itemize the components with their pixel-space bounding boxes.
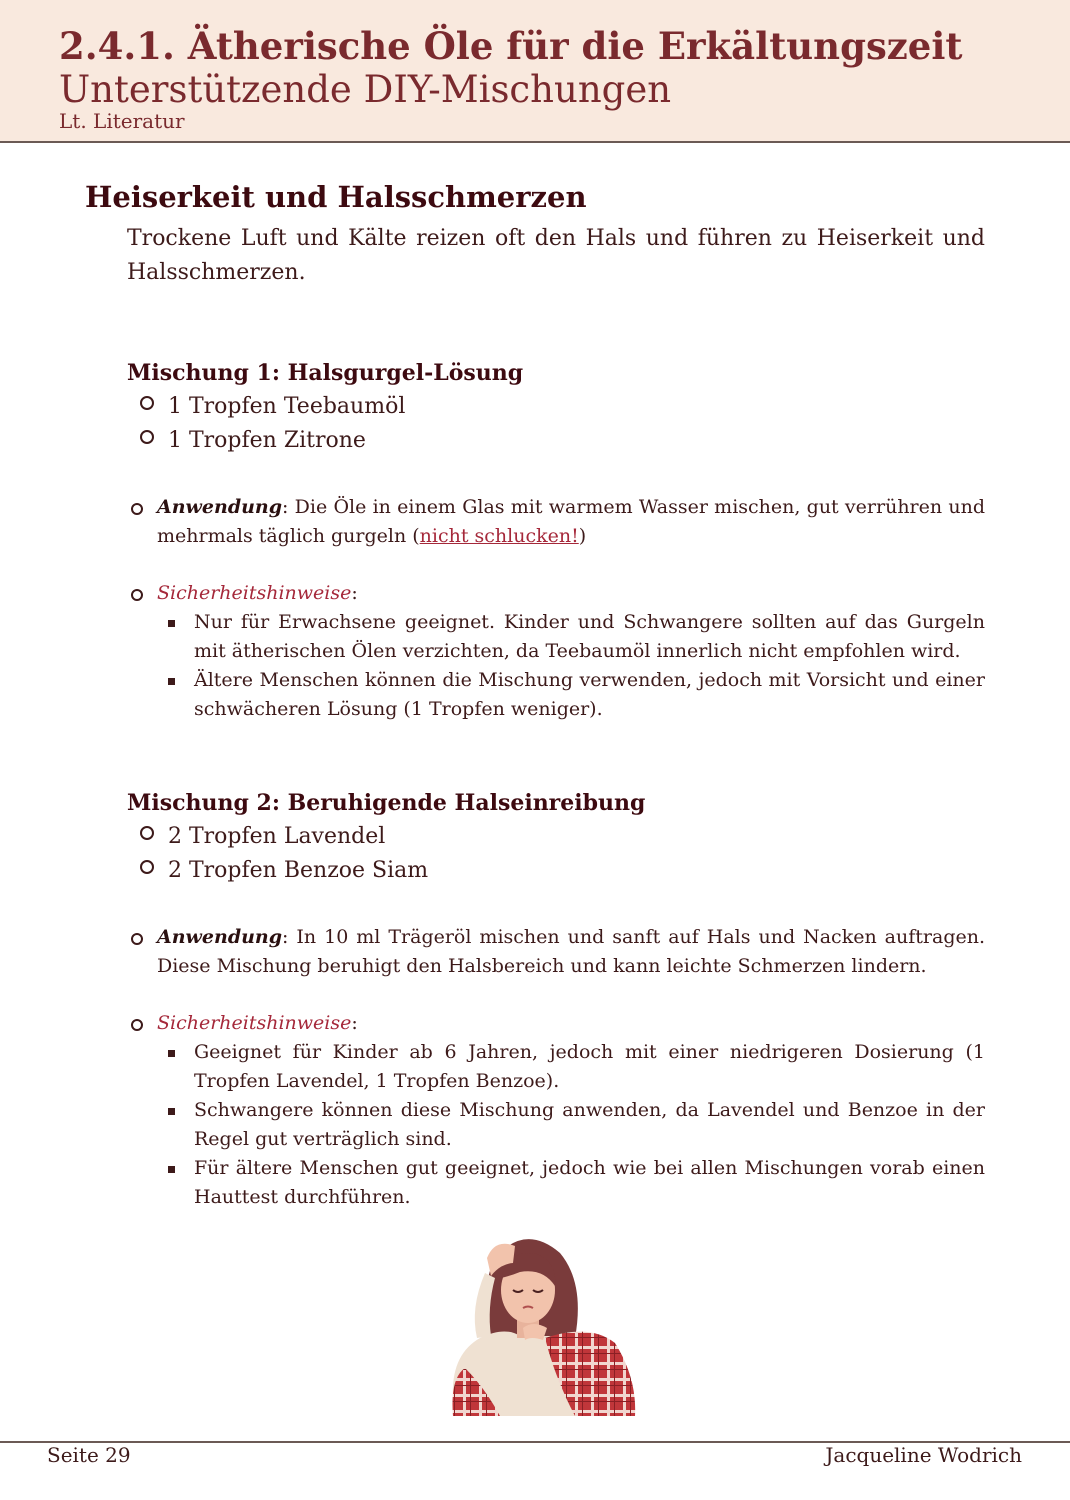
safety-label: Sicherheitshinweise <box>157 582 352 604</box>
source-note: Lt. Literatur <box>59 109 185 133</box>
circle-bullet-icon <box>140 860 154 874</box>
safety-item: Für ältere Menschen gut geeignet, jedoch wie bei allen Mischungen vorab einen Hauttest durchführen. <box>168 1154 985 1212</box>
ingredient-item: 1 Tropfen Teebaumöl <box>140 394 405 419</box>
safety-item: Nur für Erwachsene geeignet. Kinder und Schwangere sollten auf das Gurgeln mit ätherischen Ölen verzichten, da Teebaumöl innerlich nicht empfohlen wird. <box>168 608 985 666</box>
square-bullet-icon <box>168 1050 175 1057</box>
square-bullet-icon <box>168 1166 175 1173</box>
circle-bullet-icon <box>131 589 143 601</box>
page-subtitle: Unterstützende DIY-Mischungen <box>59 68 672 111</box>
ingredient-item: 1 Tropfen Zitrone <box>140 428 366 453</box>
ingredient-item: 2 Tropfen Benzoe Siam <box>140 858 428 883</box>
mix2-safety-heading: Sicherheitshinweise: <box>131 1009 985 1038</box>
square-bullet-icon <box>168 678 175 685</box>
circle-bullet-icon <box>131 933 143 945</box>
usage-label: Anwendung <box>157 496 283 518</box>
warning-link[interactable]: nicht schlucken! <box>419 525 579 547</box>
section-intro: Trockene Luft und Kälte reizen oft den Hals und führen zu Heiserkeit und Halsschmerzen. <box>127 226 985 285</box>
safety-label: Sicherheitshinweise <box>157 1012 352 1034</box>
page-number: Seite 29 <box>47 1443 131 1467</box>
author-name: Jacqueline Wodrich <box>825 1443 1022 1467</box>
circle-bullet-icon <box>140 826 154 840</box>
square-bullet-icon <box>168 620 175 627</box>
circle-bullet-icon <box>131 503 143 515</box>
circle-bullet-icon <box>140 396 154 410</box>
mix1-usage: Anwendung: Die Öle in einem Glas mit warmem Wasser mischen, gut verrühren und mehrmals täglich gurgeln (nicht schlucken!) <box>131 493 985 551</box>
safety-item: Ältere Menschen können die Mischung verwenden, jedoch mit Vorsicht und einer schwächeren Lösung (1 Tropfen weniger). <box>168 666 985 724</box>
safety-item: Schwangere können diese Mischung anwenden, da Lavendel und Benzoe in der Regel gut verträglich sind. <box>168 1096 985 1154</box>
safety-item: Geeignet für Kinder ab 6 Jahren, jedoch mit einer niedrigeren Dosierung (1 Tropfen Lavendel, 1 Tropfen Benzoe). <box>168 1038 985 1096</box>
section-title: Heiserkeit und Halsschmerzen <box>85 180 587 214</box>
usage-label: Anwendung <box>157 926 283 948</box>
circle-bullet-icon <box>131 1019 143 1031</box>
mix1-safety-heading: Sicherheitshinweise: <box>131 579 985 608</box>
square-bullet-icon <box>168 1108 175 1115</box>
sick-woman-illustration <box>425 1228 645 1416</box>
circle-bullet-icon <box>140 430 154 444</box>
mix2-title: Mischung 2: Beruhigende Halseinreibung <box>127 790 646 816</box>
page-header <box>0 0 1070 143</box>
page-title: 2.4.1. Ätherische Öle für die Erkältungszeit <box>59 24 963 68</box>
ingredient-item: 2 Tropfen Lavendel <box>140 824 385 849</box>
mix1-title: Mischung 1: Halsgurgel-Lösung <box>127 360 524 386</box>
mix2-usage: Anwendung: In 10 ml Trägeröl mischen und sanft auf Hals und Nacken auftragen. Diese Mischung beruhigt den Halsbereich und kann leichte Schmerzen lindern. <box>131 923 985 981</box>
